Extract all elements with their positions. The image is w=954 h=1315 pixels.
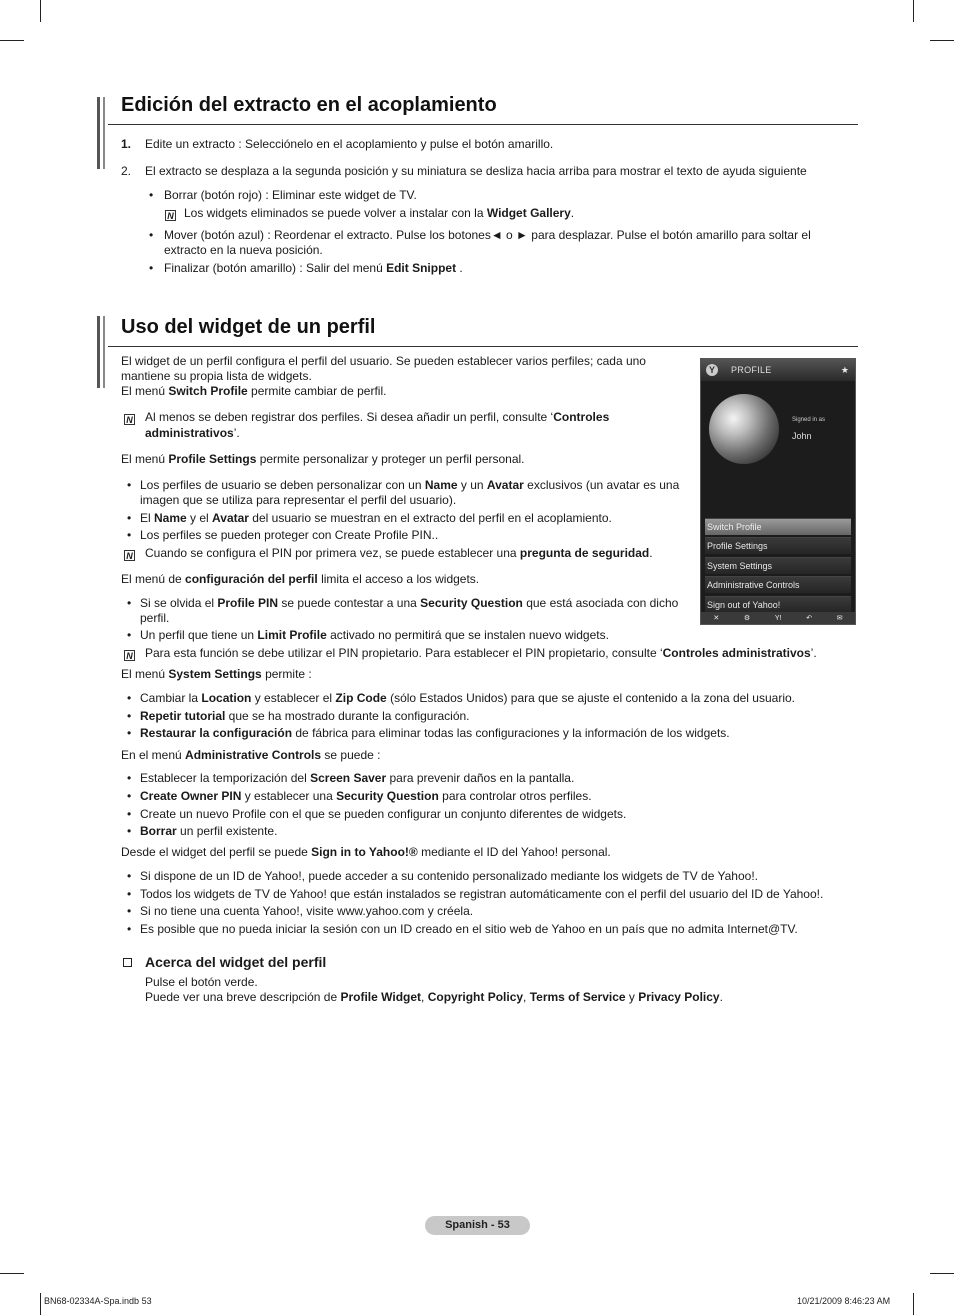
paragraph: El menú Switch Profile permite cambiar de perfil.: [121, 384, 387, 398]
signed-in-label: Signed in as: [792, 417, 826, 423]
bullet: •: [127, 596, 132, 610]
bullet: •: [127, 628, 132, 642]
note-text: Para esta función se debe utilizar el PIN propietario. Para establecer el PIN propietario, consulte ‘Controles administrativos’.: [145, 646, 817, 660]
note-icon: N: [124, 548, 135, 562]
bullet: •: [127, 709, 132, 723]
crop-mark: [0, 1273, 24, 1274]
bullet: •: [127, 824, 132, 838]
yahoo-button-icon[interactable]: Y!: [774, 614, 782, 622]
paragraph: El widget de un perfil configura el perfil del usuario. Se pueden establecer varios perfiles; cada uno: [121, 354, 646, 368]
bullet: •: [127, 887, 132, 901]
list-item: Un perfil que tiene un Limit Profile activado no permitirá que se instalen nuevo widgets.: [140, 628, 609, 642]
menu-item-administrative-controls[interactable]: Administrative Controls: [705, 576, 851, 593]
crop-mark: [930, 1273, 954, 1274]
list-item: Establecer la temporización del Screen Saver para prevenir daños en la pantalla.: [140, 771, 575, 785]
list-item: perfil.: [140, 611, 170, 625]
list-item: Los perfiles de usuario se deben personalizar con un Name y un Avatar exclusivos (un avatar es una: [140, 478, 680, 492]
list-item: Repetir tutorial que se ha mostrado durante la configuración.: [140, 709, 470, 723]
profile-widget-screenshot: [700, 358, 856, 625]
crop-mark: [930, 40, 954, 41]
list-item: El Name y el Avatar del usuario se muestran en el extracto del perfil en el acoplamiento.: [140, 511, 612, 525]
menu-item-switch-profile[interactable]: Switch Profile: [705, 518, 851, 535]
list-item: Borrar (botón rojo) : Eliminar este widget de TV.: [164, 188, 417, 202]
section-bar: [97, 316, 100, 388]
crop-mark: [913, 1293, 914, 1315]
bullet: •: [127, 528, 132, 542]
section-title: Edición del extracto en el acoplamiento: [121, 94, 497, 116]
paragraph: Puede ver una breve descripción de Profile Widget, Copyright Policy, Terms of Service y Privacy Policy.: [145, 990, 723, 1004]
paragraph: Pulse el botón verde.: [145, 975, 258, 989]
paragraph: Desde el widget del perfil se puede Sign in to Yahoo!® mediante el ID del Yahoo! personal.: [121, 845, 611, 859]
bullet: •: [127, 922, 132, 936]
file-name: BN68-02334A-Spa.indb 53: [44, 1296, 152, 1306]
list-item: Si no tiene una cuenta Yahoo!, visite www.yahoo.com y créela.: [140, 904, 474, 918]
note-text: Cuando se configura el PIN por primera vez, se puede establecer una pregunta de seguridad.: [145, 546, 653, 560]
bullet: •: [127, 904, 132, 918]
list-item: Borrar un perfil existente.: [140, 824, 278, 838]
list-item: Create Owner PIN y establecer una Security Question para controlar otros perfiles.: [140, 789, 592, 803]
crop-mark: [913, 0, 914, 22]
crop-mark: [40, 1293, 41, 1315]
step-number: 2.: [121, 164, 132, 178]
note-text: Los widgets eliminados se puede volver a instalar con la Widget Gallery.: [184, 206, 575, 220]
list-item: Todos los widgets de TV de Yahoo! que están instalados se registran automáticamente con el perfil del usuario del ID de Yahoo!.: [140, 887, 824, 901]
list-item: Los perfiles se pueden proteger con Create Profile PIN..: [140, 528, 439, 542]
paragraph: El menú System Settings permite :: [121, 667, 312, 681]
note-text: Al menos se deben registrar dos perfiles. Si desea añadir un perfil, consulte ‘Controles: [145, 410, 610, 424]
step-number: 1.: [121, 137, 132, 151]
star-icon: ★: [840, 365, 849, 375]
menu-item-profile-settings[interactable]: Profile Settings: [705, 537, 851, 554]
globe-avatar: [709, 394, 779, 464]
subsection-title: Acerca del widget del perfil: [145, 954, 327, 970]
widget-title: PROFILE: [731, 365, 772, 375]
bullet: •: [149, 228, 154, 242]
page-number: Spanish - 53: [425, 1216, 530, 1235]
close-icon[interactable]: ✕: [713, 615, 720, 622]
list-item: Es posible que no pueda iniciar la sesión con un ID creado en el sitio web de Yahoo en un país que no admita Internet@TV.: [140, 922, 798, 936]
list-item: imagen que se utiliza para representar el perfil del usuario).: [140, 493, 457, 507]
section-bar: [103, 316, 105, 388]
list-item: extracto en la nueva posición.: [164, 243, 323, 257]
paragraph: mantiene su propia lista de widgets.: [121, 369, 312, 383]
note-text: administrativos’.: [145, 426, 240, 440]
bullet: •: [127, 771, 132, 785]
bullet: •: [149, 261, 154, 275]
bullet: •: [127, 691, 132, 705]
bullet: •: [127, 807, 132, 821]
paragraph: El menú de configuración del perfil limita el acceso a los widgets.: [121, 572, 480, 586]
list-item: Finalizar (botón amarillo) : Salir del menú Edit Snippet .: [164, 261, 463, 275]
widget-header: [701, 359, 855, 381]
note-icon: N: [124, 412, 135, 426]
menu-item-sign-out[interactable]: Sign out of Yahoo!: [705, 596, 851, 613]
list-item: Si dispone de un ID de Yahoo!, puede acceder a su contenido personalizado mediante los widgets de TV de Yahoo!.: [140, 869, 758, 883]
print-date: 10/21/2009 8:46:23 AM: [797, 1296, 891, 1306]
list-item: Si se olvida el Profile PIN se puede contestar a una Security Question que está asociada con dicho: [140, 596, 679, 610]
crop-mark: [40, 0, 41, 22]
mail-icon[interactable]: ✉: [836, 615, 843, 622]
section-title: Uso del widget de un perfil: [121, 316, 376, 338]
note-icon: N: [165, 208, 176, 222]
section-bar: [103, 97, 105, 169]
paragraph: El menú Profile Settings permite personalizar y proteger un perfil personal.: [121, 452, 525, 466]
bullet: •: [149, 188, 154, 202]
list-item: Cambiar la Location y establecer el Zip Code (sólo Estados Unidos) para que se ajuste el contenido a la zona del usuario.: [140, 691, 795, 705]
menu-item-system-settings[interactable]: System Settings: [705, 557, 851, 574]
paragraph: En el menú Administrative Controls se puede :: [121, 748, 381, 762]
bullet: •: [127, 478, 132, 492]
bullet: •: [127, 511, 132, 525]
section-rule: [108, 346, 858, 347]
bullet: •: [127, 726, 132, 740]
step-text: El extracto se desplaza a la segunda posición y su miniatura se desliza hacia arriba para mostrar el texto de ayuda siguiente: [145, 164, 807, 178]
gear-icon[interactable]: ⚙: [743, 615, 751, 622]
yahoo-icon: Y: [706, 364, 718, 376]
list-item: Restaurar la configuración de fábrica para eliminar todas las configuraciones y la información de los widgets.: [140, 726, 730, 740]
section-bar: [97, 97, 100, 169]
list-item: Create un nuevo Profile con el que se pueden configurar un conjunto diferentes de widgets.: [140, 807, 627, 821]
checkbox-icon: [123, 955, 132, 969]
bullet: •: [127, 789, 132, 803]
list-item: Mover (botón azul) : Reordenar el extracto. Pulse los botones◄ o ► para desplazar. Pulse el botón amarillo para soltar el: [164, 228, 811, 242]
user-name: John: [792, 431, 812, 441]
crop-mark: [0, 40, 24, 41]
back-icon[interactable]: ↶: [806, 615, 813, 622]
section-rule: [108, 124, 858, 125]
bullet: •: [127, 869, 132, 883]
step-text: Edite un extracto : Selecciónelo en el acoplamiento y pulse el botón amarillo.: [145, 137, 554, 151]
note-icon: N: [124, 648, 135, 662]
widget-button-bar: [701, 612, 855, 624]
